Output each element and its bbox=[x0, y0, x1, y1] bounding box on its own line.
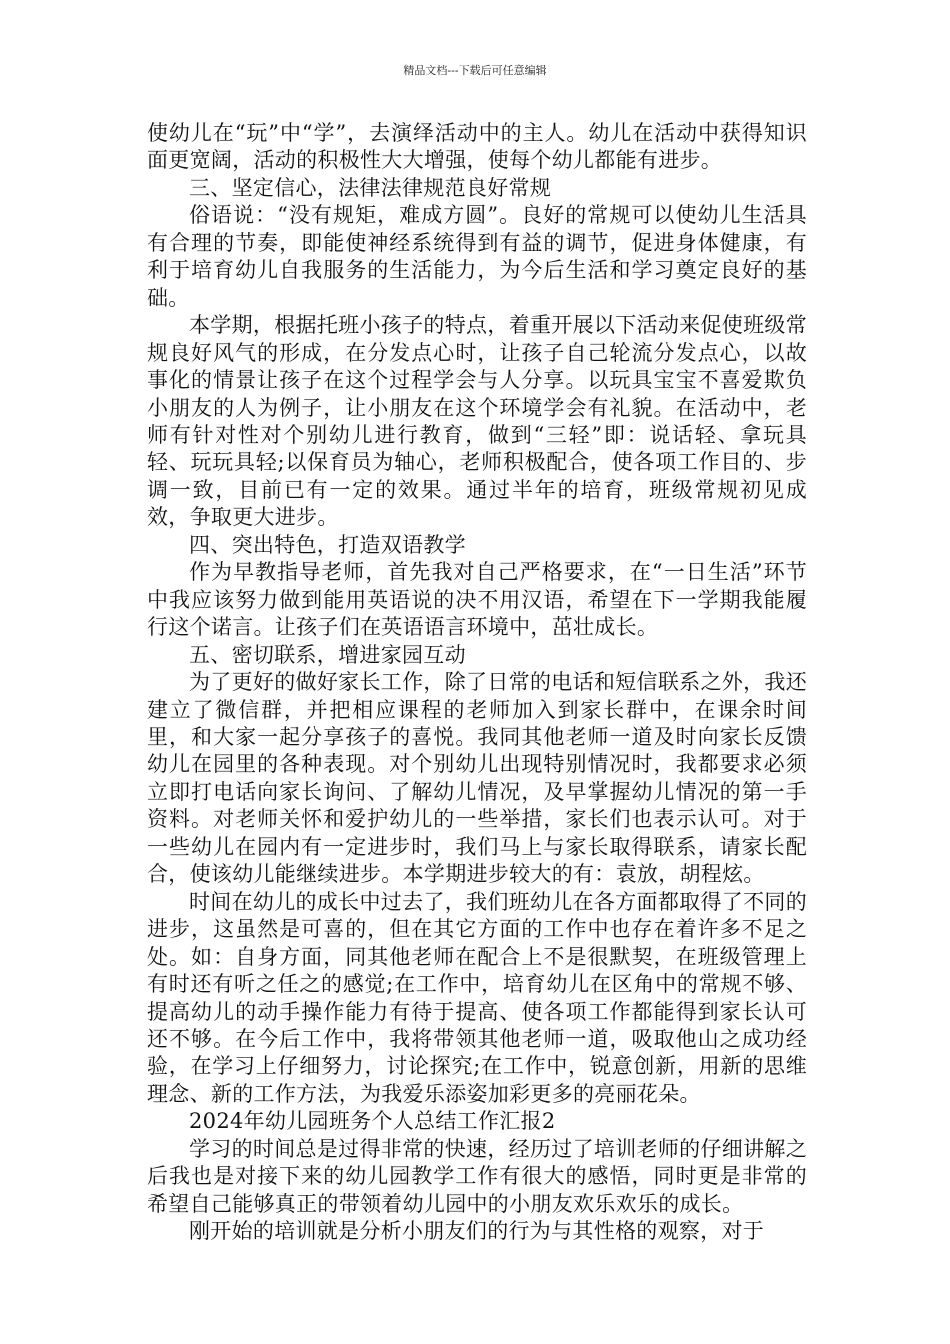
paragraph: 时间在幼儿的成长中过去了，我们班幼儿在各方面都取得了不同的进步，这虽然是可喜的，但在其它方面的工作中也存在着许多不足之处。如：自身方面，同其他老师在配合上不是很默契，在班级管理上有时还有听之任之的感觉;在工作中，培育幼儿在区角中的常规不够、提高幼儿的动手操作能力有待于提高、使各项工作都能得到家长认可还不够。在今后工作中，我将带领其他老师一道，吸取他山之成功经验，在学习上仔细努力，讨论探究;在工作中，锐意创新，用新的思维理念、新的工作方法，为我爱乐添姿加彩更多的亮丽花朵。 bbox=[147, 889, 807, 1106]
paragraph: 学习的时间总是过得非常的快速，经历过了培训老师的仔细讲解之后我也是对接下来的幼儿园教学工作有很大的感悟，同时更是非常的希望自己能够真正的带领着幼儿园中的小朋友欢乐欢乐的成长。 bbox=[147, 1136, 807, 1216]
page-header: 精品文档---下载后可任意编辑 bbox=[403, 64, 547, 77]
paragraph: 作为早教指导老师，首先我对自己严格要求，在“一日生活”环节中我应该努力做到能用英语说的决不用汉语，希望在下一学期我能履行这个诺言。让孩子们在英语语言环境中，茁壮成长。 bbox=[147, 560, 807, 640]
paragraph: 为了更好的做好家长工作，除了日常的电话和短信联系之外，我还建立了微信群，并把相应课程的老师加入到家长群中，在课余时间里，和大家一起分享孩子的喜悦。我同其他老师一道及时向家长反馈幼儿在园里的各种表现。对个别幼儿出现特别情况时，我都要求必须立即打电话向家长询问、了解幼儿情况，及早掌握幼儿情况的第一手资料。对老师关怀和爱护幼儿的一些举措，家长们也表示认可。对于一些幼儿在园内有一定进步时，我们马上与家长取得联系，请家长配合，使该幼儿能继续进步。本学期进步较大的有：袁放，胡程炫。 bbox=[147, 670, 807, 887]
document-body bbox=[147, 120, 807, 1246]
section-heading: 三、坚定信心，法律法律规范良好常规 bbox=[189, 175, 552, 200]
section-heading: 四、突出特色，打造双语教学 bbox=[189, 532, 466, 557]
paragraph: 俗语说：“没有规矩，难成方圆”。良好的常规可以使幼儿生活具有合理的节奏，即能使神经系统得到有益的调节，促进身体健康，有利于培育幼儿自我服务的生活能力，为今后生活和学习奠定良好的基础。 bbox=[147, 203, 807, 310]
document-title: 2024年幼儿园班务个人总结工作汇报2 bbox=[189, 1109, 556, 1134]
paragraph: 刚开始的培训就是分析小朋友们的行为与其性格的观察，对于 bbox=[189, 1219, 765, 1244]
paragraph: 本学期，根据托班小孩子的特点，着重开展以下活动来促使班级常规良好风气的形成，在分发点心时，让孩子自己轮流分发点心，以故事化的情景让孩子在这个过程学会与人分享。以玩具宝宝不喜爱欺负小朋友的人为例子，让小朋友在这个环境学会有礼貌。在活动中，老师有针对性对个别幼儿进行教育，做到“三轻”即：说话轻、拿玩具轻、玩玩具轻;以保育员为轴心，老师积极配合，使各项工作目的、步调一致，目前已有一定的效果。通过半年的培育，班级常规初见成效，争取更大进步。 bbox=[147, 313, 807, 530]
paragraph: 使幼儿在“玩”中“学”，去演绎活动中的主人。幼儿在活动中获得知识面更宽阔，活动的积极性大大增强，使每个幼儿都能有进步。 bbox=[147, 121, 807, 173]
section-heading: 五、密切联系，增进家园互动 bbox=[189, 642, 466, 667]
